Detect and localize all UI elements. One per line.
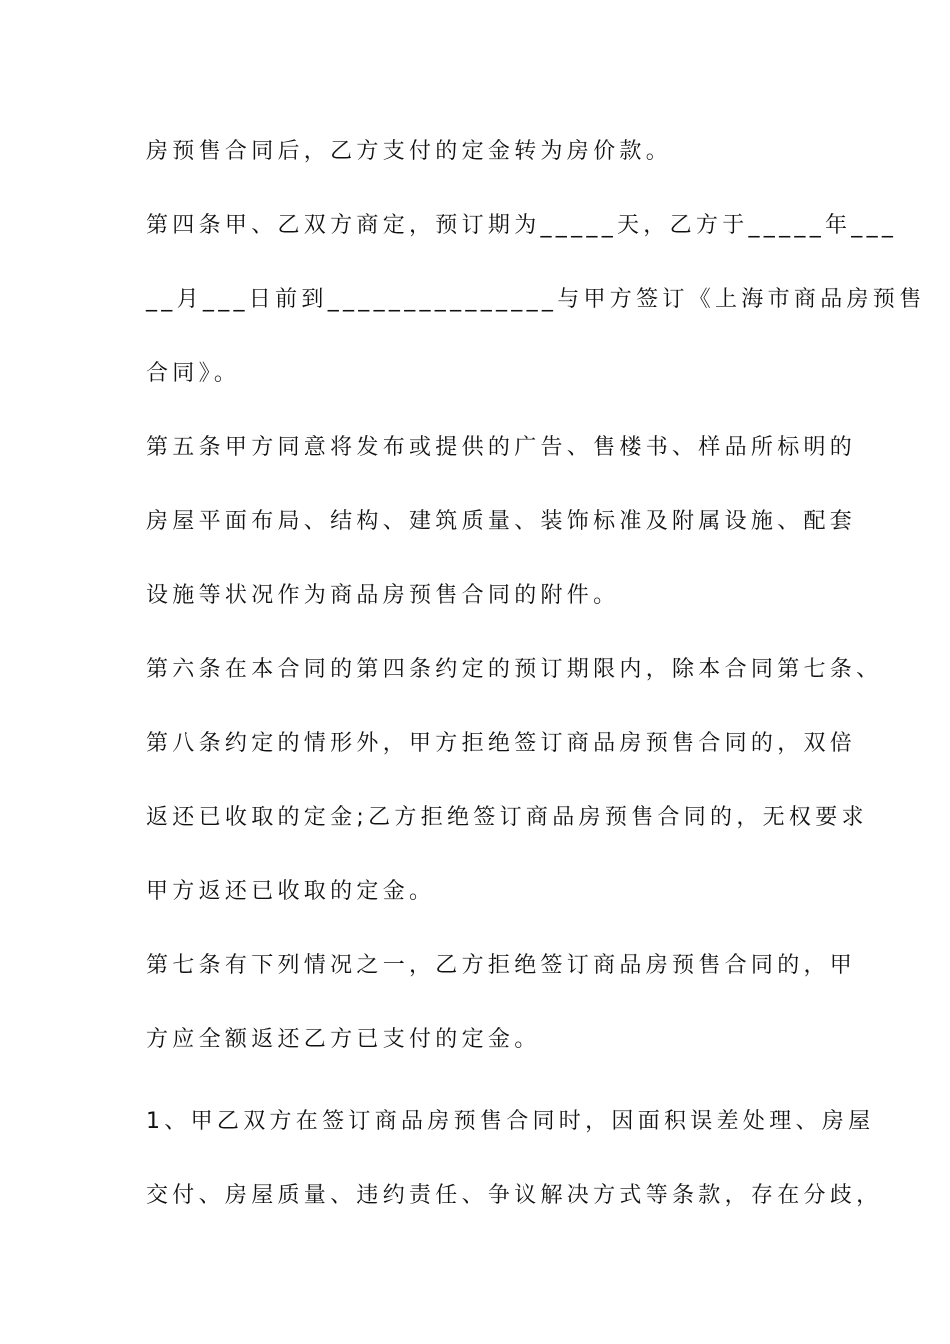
- text-line: 第八条约定的情形外，甲方拒绝签订商品房预售合同的，双倍: [146, 731, 857, 756]
- text-line: 返还已收取的定金;乙方拒绝签订商品房预售合同的，无权要求: [146, 805, 868, 830]
- text-line: __月___日前到_______________与甲方签订《上海市商品房预售: [146, 287, 926, 312]
- text-line: 房屋平面布局、结构、建筑质量、装饰标准及附属设施、配套: [146, 509, 857, 534]
- text-line: 设施等状况作为商品房预售合同的附件。: [146, 583, 620, 608]
- text-line: 方应全额返还乙方已支付的定金。: [146, 1027, 541, 1052]
- text-line: 甲方返还已收取的定金。: [146, 879, 436, 904]
- text-line: 第七条有下列情况之一，乙方拒绝签订商品房预售合同的，甲: [146, 953, 857, 978]
- text-line: 第六条在本合同的第四条约定的预订期限内，除本合同第七条、: [146, 657, 883, 682]
- text-line: 交付、房屋质量、违约责任、争议解决方式等条款，存在分歧，: [146, 1183, 883, 1208]
- text-line: 第五条甲方同意将发布或提供的广告、售楼书、样品所标明的: [146, 435, 857, 460]
- text-line: 房预售合同后，乙方支付的定金转为房价款。: [146, 139, 673, 164]
- text-line: 合同》。: [146, 361, 241, 386]
- text-line: 第四条甲、乙双方商定，预订期为_____天，乙方于_____年___: [146, 213, 898, 238]
- text-line: 1、甲乙双方在签订商品房预售合同时，因面积误差处理、房屋: [146, 1109, 875, 1134]
